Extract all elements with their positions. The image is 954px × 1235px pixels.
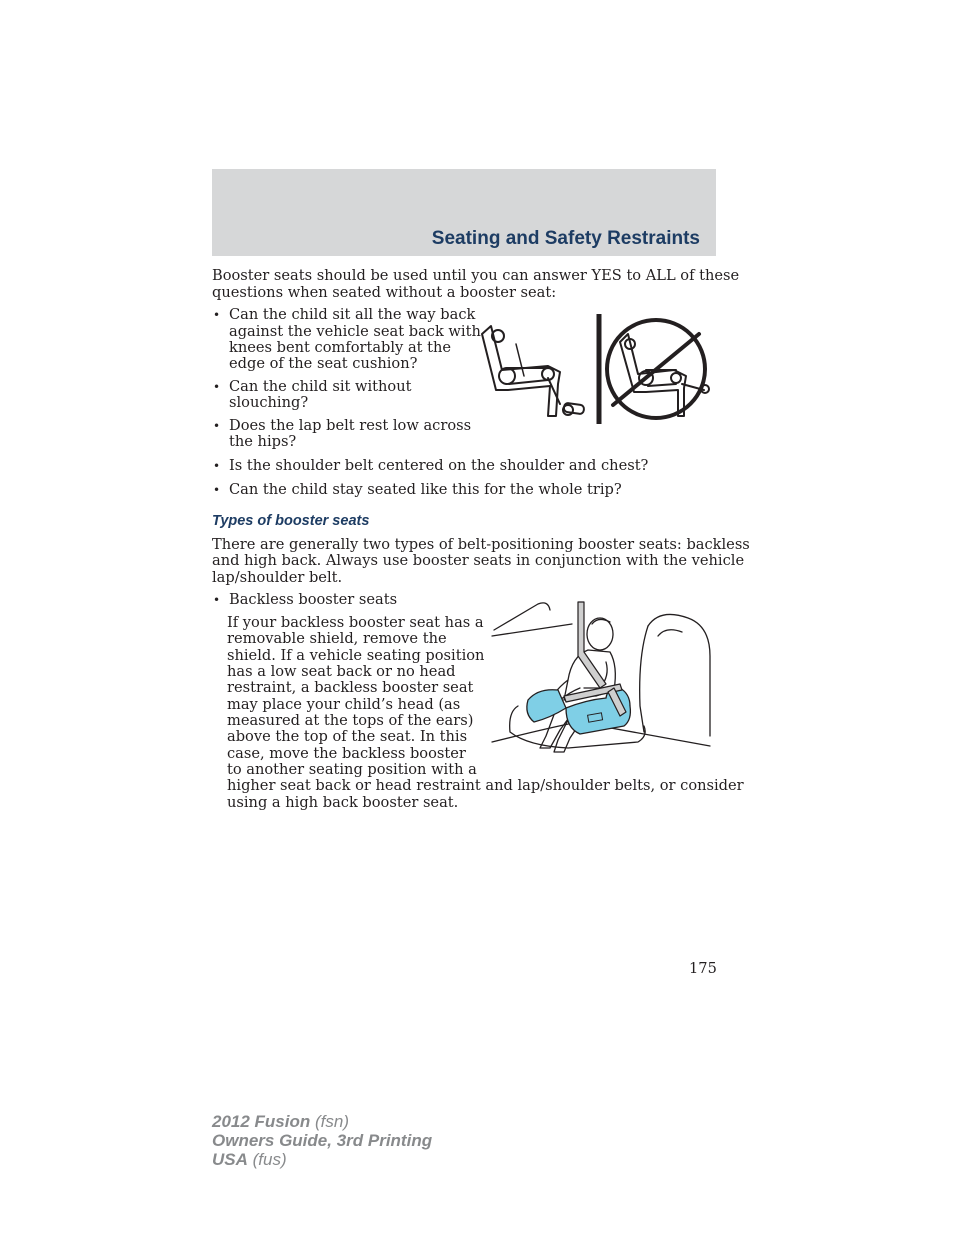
intro-line-1: Booster seats should be used until you can answer YES to ALL of these [212, 267, 740, 284]
intro-line-2: questions when seated without a booster seat: [212, 284, 557, 301]
footer-line-2 [212, 1131, 432, 1150]
subsection-heading: Types of booster seats [212, 513, 370, 529]
checklist-4-line-1: Is the shoulder belt centered on the shoulder and chest? [229, 457, 649, 474]
bullet-dot: • [213, 459, 221, 473]
checklist-1-line-2: against the vehicle seat back with [229, 323, 481, 340]
bullet-dot: • [213, 380, 221, 394]
detail-line-3: shield. If a vehicle seating position [227, 647, 485, 664]
footer-guide: Owners Guide, 3rd Printing [212, 1131, 433, 1150]
backless-booster-illustration [488, 596, 714, 760]
detail-line-5: restraint, a backless booster seat [227, 679, 474, 696]
detail-line-2: removable shield, remove the [227, 630, 447, 647]
seat-posture-illustration [478, 312, 714, 428]
page-number: 175 [689, 960, 717, 977]
detail-line-1: If your backless booster seat has a [227, 614, 484, 631]
paragraph-line-1: There are generally two types of belt-positioning booster seats: backless [212, 536, 750, 553]
footer-model-code: (fsn) [310, 1112, 349, 1131]
checklist-1-line-1: Can the child sit all the way back [229, 306, 476, 323]
detail-line-11: higher seat back or head restraint and lap/shoulder belts, or consider [227, 777, 744, 794]
bullet-dot: • [213, 593, 221, 607]
detail-line-4: has a low seat back or no head [227, 663, 456, 680]
checklist-2-line-1: Can the child sit without [229, 378, 412, 395]
paragraph-line-2: and high back. Always use booster seats in conjunction with the vehicle [212, 552, 745, 569]
detail-line-9: case, move the backless booster [227, 745, 466, 762]
backless-bullet: Backless booster seats [229, 591, 398, 608]
detail-line-8: above the top of the seat. In this [227, 728, 468, 745]
paragraph-line-3: lap/shoulder belt. [212, 569, 343, 586]
footer-line-1 [212, 1112, 432, 1131]
detail-line-6: may place your child’s head (as [227, 696, 461, 713]
checklist-3-line-1: Does the lap belt rest low across [229, 417, 472, 434]
checklist-1-line-3: knees bent comfortably at the [229, 339, 452, 356]
header-band [212, 169, 716, 256]
footer [212, 1112, 432, 1169]
checklist-1-line-4: edge of the seat cushion? [229, 355, 418, 372]
section-title: Seating and Safety Restraints [431, 228, 700, 249]
checklist-2-line-2: slouching? [229, 394, 309, 411]
detail-line-7: measured at the tops of the ears) [227, 712, 474, 729]
footer-market-code: (fus) [247, 1150, 287, 1169]
bullet-dot: • [213, 419, 221, 433]
footer-market: USA [212, 1150, 248, 1169]
bullet-dot: • [213, 483, 221, 497]
footer-model: 2012 Fusion [212, 1112, 311, 1131]
detail-line-10: to another seating position with a [227, 761, 477, 778]
checklist-3-line-2: the hips? [229, 433, 297, 450]
bullet-dot: • [213, 308, 221, 322]
checklist-5-line-1: Can the child stay seated like this for the whole trip? [229, 481, 622, 498]
footer-line-3 [212, 1150, 432, 1169]
detail-line-12: using a high back booster seat. [227, 794, 459, 811]
